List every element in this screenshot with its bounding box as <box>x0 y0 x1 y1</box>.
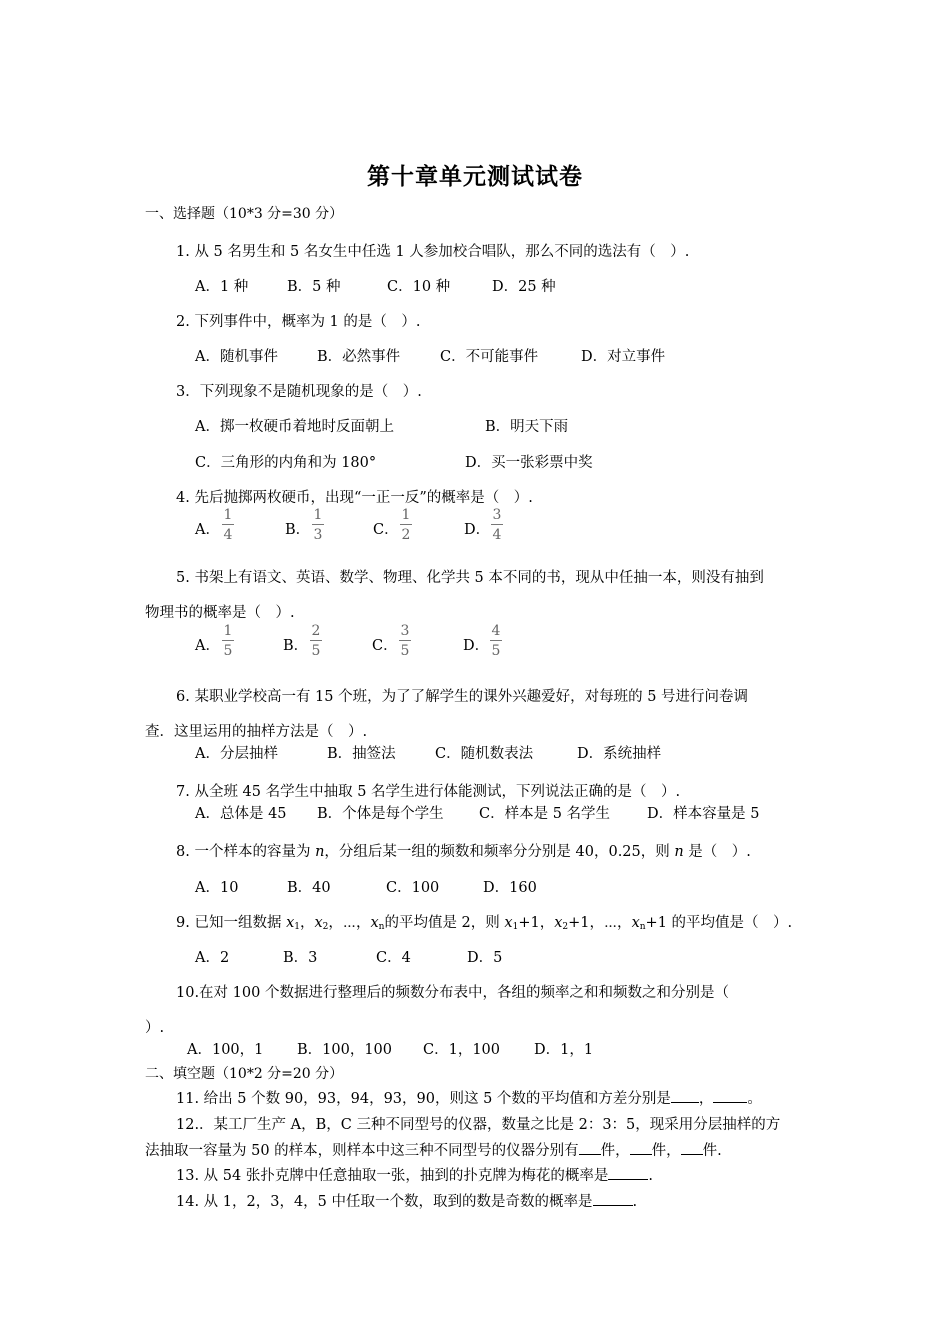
answer-blank[interactable] <box>593 1191 633 1206</box>
question-8-text-a: 8. 一个样本的容量为 <box>176 844 316 860</box>
question-6-continued: 查．这里运用的抽样方法是（ ）. <box>145 724 368 740</box>
denominator: 4 <box>492 527 502 543</box>
answer-blank[interactable] <box>681 1140 703 1155</box>
option-c: C．1，100 <box>423 1042 500 1058</box>
period: . <box>632 1194 638 1210</box>
option-a: A．100，1 <box>187 1042 264 1058</box>
separator: ， <box>698 1091 714 1107</box>
denominator: 3 <box>313 527 323 543</box>
question-12-text: 法抽取一容量为 50 的样本，则样本中这三种不同型号的仪器分别有 <box>145 1143 579 1159</box>
question-5: 5. 书架上有语文、英语、数学、物理、化学共 5 本不同的书，现从中任抽一本，则没有抽到 <box>176 570 764 586</box>
separator: ， <box>666 1143 681 1159</box>
option-c: C．4 <box>376 950 411 966</box>
question-6: 6. 某职业学校高一有 15 个班，为了了解学生的课外兴趣爱好，对每班的 5 号进行问卷调 <box>176 689 749 705</box>
variable-n: n <box>674 844 684 860</box>
denominator: 5 <box>223 643 233 659</box>
question-9-text-c: +1 的平均值是（ ）. <box>645 915 793 931</box>
question-7: 7. 从全班 45 名学生中抽取 5 名学生进行体能测试，下列说法正确的是（ ）. <box>176 784 681 800</box>
denominator: 5 <box>400 643 410 659</box>
fraction <box>311 506 325 543</box>
option-label: C． <box>373 522 399 538</box>
question-10-continued: ）. <box>145 1020 165 1036</box>
option-d: D．买一张彩票中奖 <box>465 455 593 471</box>
option-b: B．40 <box>287 880 331 896</box>
question-9-text-b: 的平均值是 2，则 <box>384 915 505 931</box>
question-12: 12.．某工厂生产 A，B，C 三种不同型号的仪器，数量之比是 2：3：5，现采用分层抽样的方 <box>176 1117 781 1133</box>
question-1: 1. 从 5 名男生和 5 名女生中任选 1 人参加校合唱队，那么不同的选法有（ ）. <box>176 244 690 260</box>
option-d: D．5 <box>467 950 503 966</box>
option-d: D．系统抽样 <box>577 746 662 762</box>
option-a: A．随机事件 <box>195 349 278 365</box>
denominator: 2 <box>401 527 411 543</box>
option-c: C．样本是 5 名学生 <box>479 806 611 822</box>
question-8-text-c: 是（ ）. <box>683 844 751 860</box>
question-14 <box>176 1190 637 1211</box>
unit: 件 <box>600 1143 616 1159</box>
option-b: B．100，100 <box>297 1042 393 1058</box>
question-12-continued <box>145 1139 722 1160</box>
denominator: 5 <box>311 643 321 659</box>
option-label: A． <box>195 522 220 538</box>
section-heading-fill: 二、填空题（10*2 分=20 分） <box>145 1066 344 1082</box>
question-11 <box>176 1087 762 1108</box>
option-label: D． <box>463 638 490 654</box>
option-label: C． <box>372 638 398 654</box>
option-c: C．100 <box>386 880 440 896</box>
option-b: B．5 种 <box>287 279 341 295</box>
answer-blank[interactable] <box>630 1140 652 1155</box>
option-label: D． <box>464 522 491 538</box>
question-8-text-b: ，分组后某一组的频数和频率分分别是 40，0.25，则 <box>324 844 675 860</box>
question-13-text: 13. 从 54 张扑克牌中任意抽取一张，抽到的扑克牌为梅花的概率是 <box>176 1168 609 1184</box>
option-d: D．对立事件 <box>581 349 666 365</box>
denominator: 5 <box>491 643 501 659</box>
option-d: D．1，1 <box>534 1042 594 1058</box>
option-c: C．随机数表法 <box>435 746 534 762</box>
question-8 <box>176 840 751 861</box>
option-label: B． <box>285 522 311 538</box>
option-a: A．分层抽样 <box>195 746 278 762</box>
fraction <box>309 622 323 659</box>
separator: ， <box>615 1143 630 1159</box>
question-13 <box>176 1164 653 1185</box>
fraction <box>490 506 504 543</box>
question-3: 3．下列现象不是随机现象的是（ ）. <box>176 384 422 400</box>
option-c: C．三角形的内角和为 180° <box>195 455 377 471</box>
question-10: 10.在对 100 个数据进行整理后的频数分布表中，各组的频率之和和频数之和分别是（ <box>176 985 729 1001</box>
question-4: 4. 先后抛掷两枚硬币，出现“一正一反”的概率是（ ）. <box>176 490 533 506</box>
numerator: 1 <box>313 507 323 523</box>
fraction <box>221 506 235 543</box>
answer-blank[interactable] <box>713 1088 747 1103</box>
numerator: 3 <box>492 507 502 523</box>
unit: 件 <box>651 1143 667 1159</box>
question-14-text: 14. 从 1，2，3，4，5 中任取一个数，取到的数是奇数的概率是 <box>176 1194 593 1210</box>
numerator: 2 <box>311 623 321 639</box>
option-b: B．明天下雨 <box>485 419 569 435</box>
numerator: 1 <box>223 507 233 523</box>
question-9: 9. 已知一组数据 $x_1$，$x_2$，⋯，$x_n$的平均值是 2，则 $x_1+1$，$x_2+1$，⋯，$x_n+1$ 的平均值是（ ）. <box>176 915 793 932</box>
question-11-text: 11. 给出 5 个数 90，93，94，93，90，则这 5 个数的平均值和方差分别是 <box>176 1091 671 1107</box>
option-c: C．10 种 <box>387 279 451 295</box>
page-title: 第十章单元测试试卷 <box>367 163 583 190</box>
section-heading-choice: 一、选择题（10*3 分=30 分） <box>145 206 344 222</box>
option-b: B．必然事件 <box>317 349 401 365</box>
option-d: D．样本容量是 5 <box>647 806 760 822</box>
question-2: 2. 下列事件中，概率为 1 的是（ ）. <box>176 314 421 330</box>
fraction <box>221 622 235 659</box>
option-a: A．1 种 <box>195 279 249 295</box>
fraction <box>399 506 413 543</box>
unit: 件 <box>702 1143 718 1159</box>
answer-blank[interactable] <box>671 1088 699 1103</box>
period: . <box>717 1143 722 1159</box>
option-a: A．总体是 45 <box>195 806 287 822</box>
variable-n: n <box>315 844 325 860</box>
answer-blank[interactable] <box>579 1140 601 1155</box>
question-9-text-a: 9. 已知一组数据 <box>176 915 287 931</box>
fraction <box>489 622 503 659</box>
period: 。 <box>747 1091 762 1107</box>
option-d: D．25 种 <box>492 279 556 295</box>
option-d: D．160 <box>483 880 537 896</box>
option-b: B．抽签法 <box>327 746 396 762</box>
fraction <box>398 622 412 659</box>
numerator: 4 <box>491 623 501 639</box>
question-5-continued: 物理书的概率是（ ）. <box>145 605 295 621</box>
option-label: B． <box>283 638 309 654</box>
option-a: A．掷一枚硬币着地时反面朝上 <box>195 419 394 435</box>
answer-blank[interactable] <box>608 1165 648 1180</box>
option-a: A．10 <box>195 880 239 896</box>
numerator: 1 <box>223 623 233 639</box>
period: . <box>648 1168 653 1184</box>
numerator: 3 <box>400 623 410 639</box>
numerator: 1 <box>401 507 411 523</box>
option-c: C．不可能事件 <box>440 349 539 365</box>
denominator: 4 <box>223 527 233 543</box>
option-b: B．个体是每个学生 <box>317 806 444 822</box>
option-a: A．2 <box>195 950 230 966</box>
option-label: A． <box>195 638 220 654</box>
option-b: B．3 <box>283 950 318 966</box>
